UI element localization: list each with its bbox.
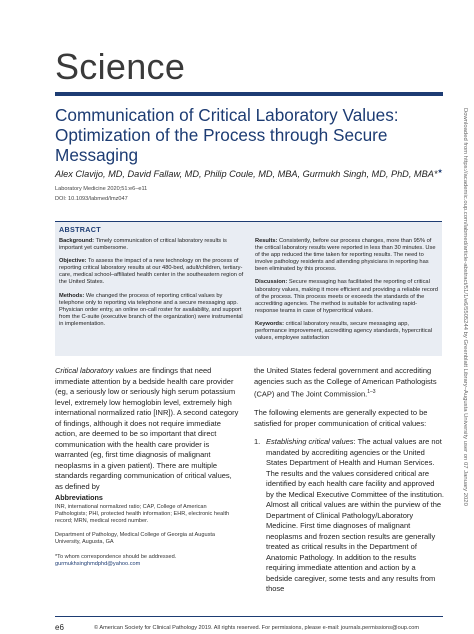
page-number: e6 <box>55 623 64 632</box>
discussion-text: Secure messaging has facilitated the reporting of critical laboratory values, making it more efficient and providing a reliable record of the process. This process meets or exceeds the standards of the accrediting agencies. The method is suitable for activating rapid-response teams in case of hypercritical values. <box>255 279 438 314</box>
author-marker: ★ <box>437 169 443 175</box>
affiliation: Department of Pathology, Medical College of Georgia at Augusta University, Augusta, GA <box>55 532 216 546</box>
body-right-column <box>254 366 444 595</box>
abstract-objective <box>59 258 244 286</box>
abstract-background <box>59 238 244 252</box>
doi: DOI: 10.1093/labmed/lmz047 <box>55 196 128 202</box>
bottom-rule <box>55 616 443 617</box>
abbreviations-heading: Abbreviations <box>55 493 103 502</box>
abbreviations-text: INR, international normalized ratio; CAP, College of American Pathologists; PHI, protected health information; EHR, electronic health record; MRN, medical record number. <box>55 504 230 525</box>
list-item-text: : The actual values are not mandated by accrediting agencies or the United States Department of Health and Human Services. The results and the values considered critical are identified by each health care facility and approved by the Medical Executive Committee of the institution. Almost all critical values are within the purview of the Department of Clinical Pathology/Laboratory Medicine. First time diagnoses of malignant neoplasms and frozen section results are generally treated as critical results in the Department of Anatomic Pathology. In addition to the results requiring immediate attention and action by a bedside caregiver, some tests and any results from those <box>266 437 445 593</box>
body-left-column <box>55 366 241 500</box>
abstract-box <box>55 221 442 356</box>
reference-marker: 1–3 <box>367 389 376 395</box>
abstract-discussion <box>255 279 438 314</box>
top-rule <box>55 92 443 96</box>
abstract-methods <box>59 293 244 328</box>
objective-label: Objective: <box>59 258 87 265</box>
copyright-notice: © American Society for Clinical Pathology 2019. All rights reserved. For permissions, please e-mail: journals.permissions@oup.com <box>94 625 420 631</box>
section-title: Science <box>55 46 186 87</box>
correspondence-email[interactable]: gurmukhsinghmdphd@yahoo.com <box>55 560 141 567</box>
abstract-left-column <box>59 238 244 334</box>
keywords-label: Keywords: <box>255 320 285 327</box>
authors-text: Alex Clavijo, MD, David Fallaw, MD, Philip Coule, MD, MBA, Gurmukh Singh, MD, PhD, MBA* <box>55 169 438 180</box>
list-number: 1. <box>254 437 261 446</box>
body-paragraph <box>55 366 241 492</box>
abstract-heading: ABSTRACT <box>59 225 101 234</box>
discussion-label: Discussion: <box>255 279 288 286</box>
list-item-title: Establishing critical values <box>266 437 354 446</box>
methods-text: We changed the process of reporting critical values by telephone only to reporting via telephone and a secure messaging app. Physician order entry, an online on-call roster for availability, and support from the C-suite (executive branch of the organization) were instrumental in implementation. <box>59 292 243 327</box>
keywords-text: critical laboratory results, secure messaging app, performance improvement, accrediting agency standards, hypercritical values, employee satisfaction <box>255 320 433 342</box>
abstract-right-column <box>255 238 438 348</box>
right-paragraph-text: the United States federal government and accrediting agencies such as the College of American Pathologists (CAP) and The Joint Commission. <box>254 366 437 399</box>
article-title: Communication of Critical Laboratory Values: Optimization of the Process through Secure Messaging <box>55 105 399 165</box>
body-paragraph <box>254 366 444 400</box>
intro-italic: Critical laboratory values <box>55 366 138 375</box>
abstract-keywords <box>255 321 438 342</box>
objective-text: To assess the impact of a new technology on the process of reporting critical laboratory results at our 480-bed, adult/children, tertiary-care, medical school–affiliated health center in the southeastern region of the United States. <box>59 258 244 286</box>
background-label: Background: <box>59 238 95 244</box>
abstract-results <box>255 238 438 273</box>
author-list <box>55 168 445 179</box>
results-text: Consistently, before our process changes, more than 95% of the critical laboratory results were reported in less than 30 minutes. Use of the app reduced the time taken for reporting results. The need to involve pathology residents and attending physicians in reporting has been eliminated by this process. <box>255 238 436 273</box>
footnotes <box>55 494 240 568</box>
list-item <box>254 437 444 595</box>
methods-label: Methods: <box>59 292 85 299</box>
journal-reference: Laboratory Medicine 2020;51:e6–e11 <box>55 186 148 192</box>
background-text: Timely communication of critical laboratory results is important yet cumbersome. <box>59 238 227 252</box>
intro-text: are findings that need immediate attention by a bedside health care provider (eg, a seriously low or seriously high serum potassium level, extremely low hemoglobin level, extremely high international normalized ratio [INR]). A second category of findings, although it does not require immediate action, are deemed to be so important that direct communication with the health care provider is warranted (eg, first time diagnosis of malignant neoplasms in a given patient). There are multiple standards regarding communication of critical values, as defined by <box>55 366 239 491</box>
correspondence-note: *To whom correspondence should be addressed. <box>55 553 177 560</box>
download-watermark: Downloaded from https://academic.oup.com/labmed/article-abstract/51/1/e6/5505244 by Greenblatt Library–Augusta University user on 07 January 2020 <box>462 108 468 506</box>
body-paragraph: The following elements are generally expected to be satisfied for proper communication of critical values: <box>254 408 428 428</box>
results-label: Results: <box>255 238 278 244</box>
